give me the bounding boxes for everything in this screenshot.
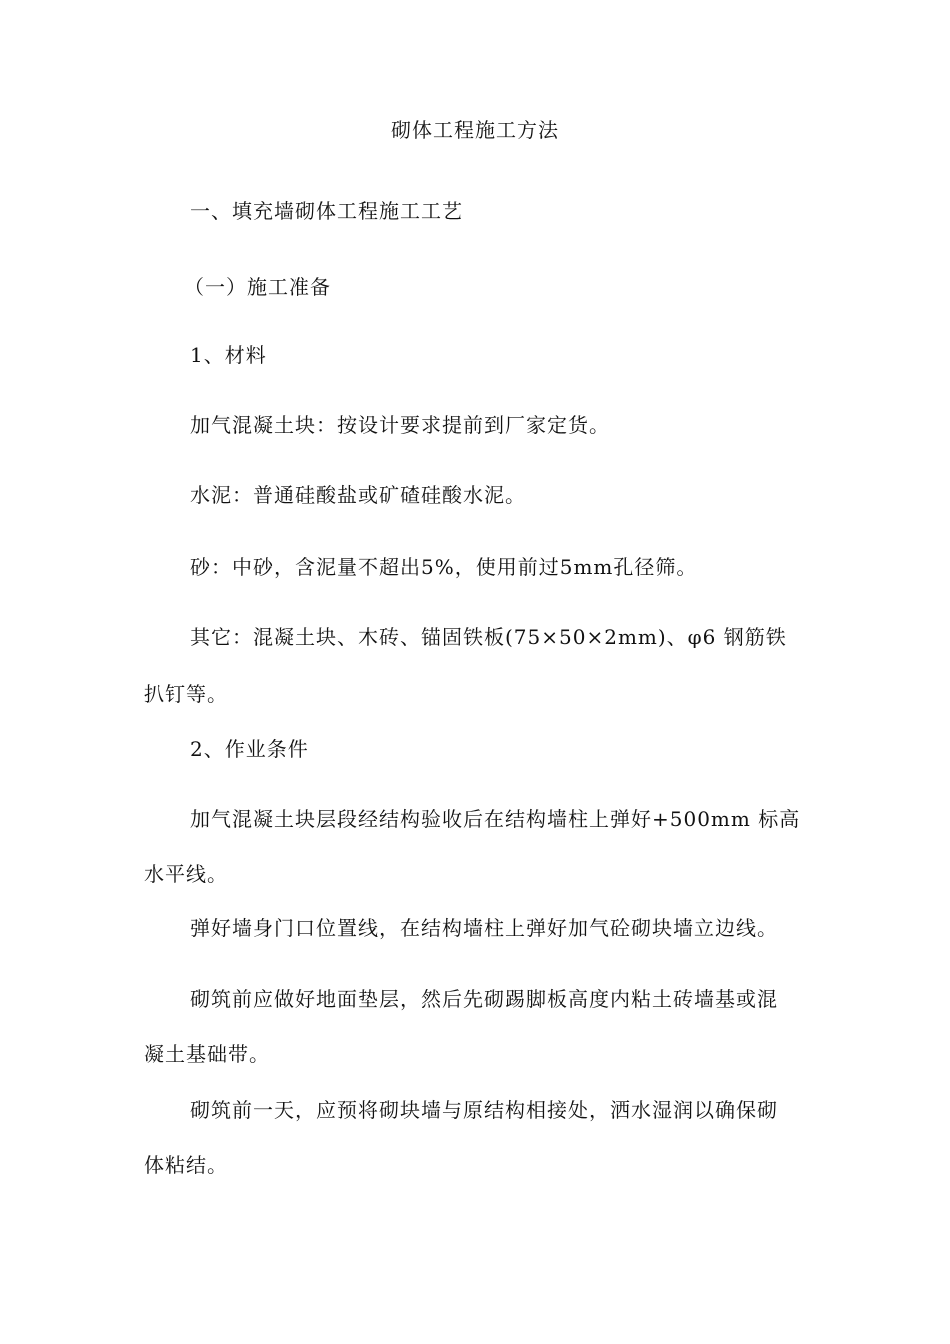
subsection-heading-preparation: （一）施工准备 — [184, 275, 331, 299]
paragraph-floor-line-2: 凝土基础带。 — [144, 1042, 270, 1066]
item-heading-materials: 1、材料 — [190, 343, 267, 367]
paragraph-elevation-line-2: 水平线。 — [144, 862, 228, 886]
paragraph-door-position: 弹好墙身门口位置线，在结构墙柱上弹好加气砼砌块墙立边线。 — [190, 916, 778, 940]
paragraph-floor-line-1: 砌筑前应做好地面垫层，然后先砌踢脚板高度内粘土砖墙基或混 — [190, 987, 778, 1011]
paragraph-elevation-line-1: 加气混凝土块层段经结构验收后在结构墙柱上弹好+500mm 标高 — [190, 807, 801, 831]
paragraph-other-line-2: 扒钉等。 — [144, 682, 228, 706]
paragraph-aerated-block: 加气混凝土块：按设计要求提前到厂家定货。 — [190, 413, 610, 437]
paragraph-watering-line-1: 砌筑前一天，应预将砌块墙与原结构相接处，洒水湿润以确保砌 — [190, 1098, 778, 1122]
section-heading-1: 一、填充墙砌体工程施工工艺 — [190, 199, 463, 223]
paragraph-other-line-1: 其它：混凝土块、木砖、锚固铁板(75×50×2mm)、φ6 钢筋铁 — [190, 625, 787, 649]
paragraph-cement: 水泥：普通硅酸盐或矿碴硅酸水泥。 — [190, 483, 526, 507]
document-title: 砌体工程施工方法 — [391, 118, 559, 142]
item-heading-conditions: 2、作业条件 — [190, 737, 309, 761]
paragraph-sand: 砂：中砂，含泥量不超出5%，使用前过5mm孔径筛。 — [190, 555, 698, 579]
paragraph-watering-line-2: 体粘结。 — [144, 1153, 228, 1177]
